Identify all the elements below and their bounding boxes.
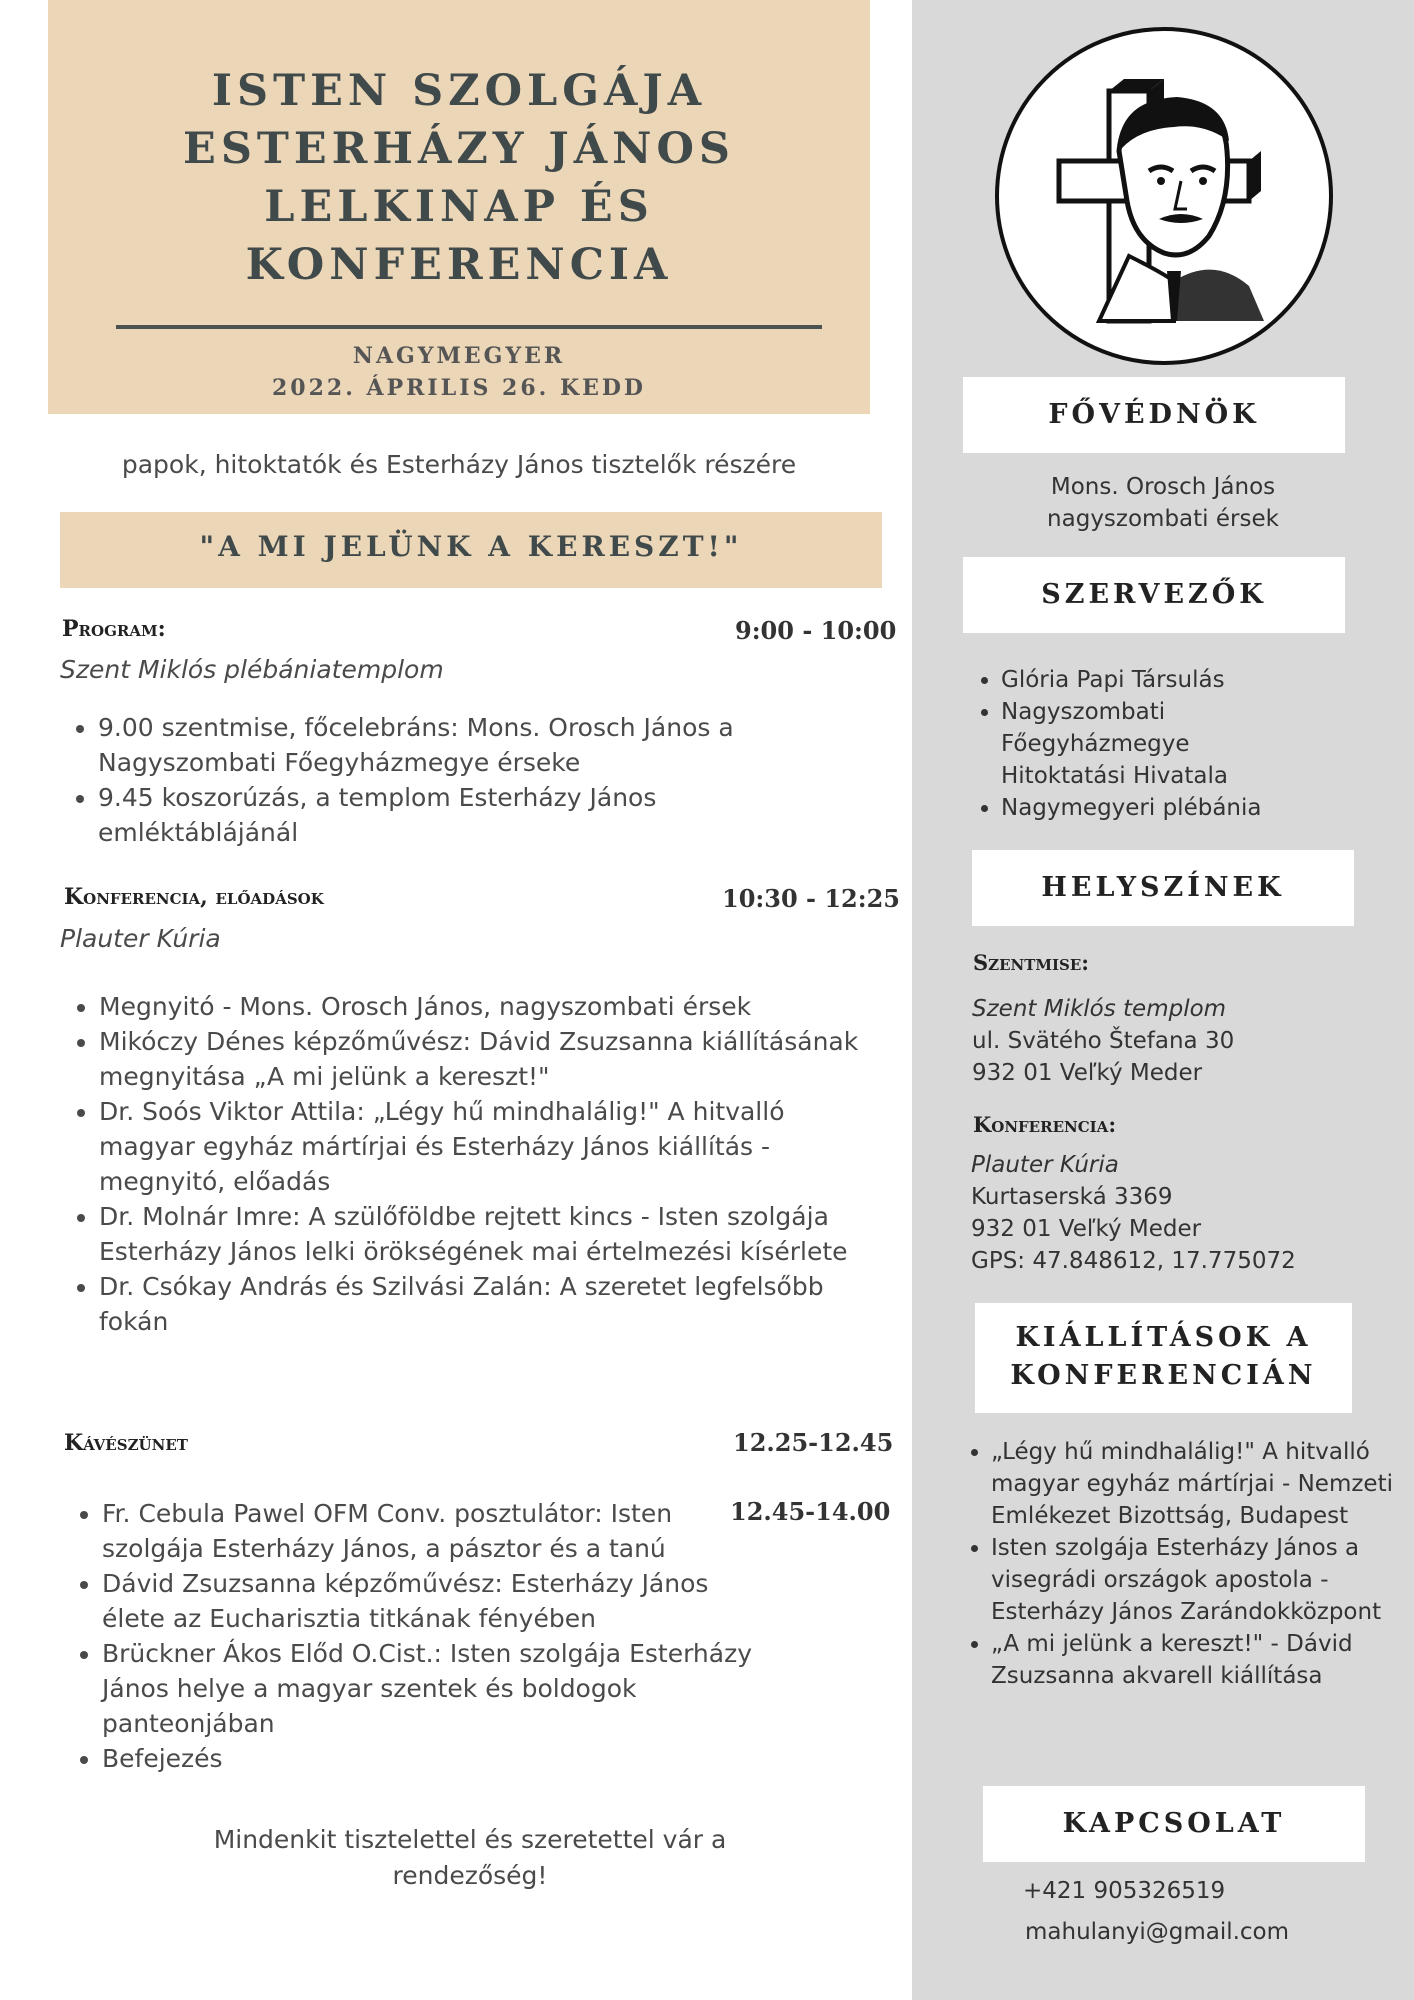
conference-place: Plauter Kúria bbox=[971, 1152, 1119, 1178]
patron-title: nagyszombati érsek bbox=[1047, 506, 1279, 532]
exhibitions-heading-box bbox=[975, 1303, 1352, 1413]
title-divider bbox=[116, 325, 822, 329]
conference-time: 10:30 - 12:25 bbox=[722, 884, 900, 913]
list-item: • Isten szolgája Esterházy János a visegrádi országok apostola - Esterházy János Zarándokközpont bbox=[991, 1532, 1409, 1628]
mass-address-line: ul. Svätého Štefana 30 bbox=[972, 1028, 1235, 1054]
title-line: KONFERENCIA bbox=[245, 240, 673, 290]
list-item: • Mikóczy Dénes képzőművész: Dávid Zsuzsanna kiállításának megnyitása „A mi jelünk a kereszt!" bbox=[99, 1024, 859, 1094]
exhibitions-heading: KONFERENCIÁN bbox=[1010, 1360, 1317, 1391]
contact-phone: +421 905326519 bbox=[1023, 1878, 1226, 1904]
list-item: • Megnyitó - Mons. Orosch János, nagyszombati érsek bbox=[99, 989, 859, 1024]
event-date: 2022. ÁPRILIS 26. KEDD bbox=[271, 375, 647, 401]
conference-location: Plauter Kúria bbox=[60, 924, 221, 953]
motto-text: "A MI JELÜNK A KERESZT!" bbox=[199, 530, 743, 563]
title-line: ISTEN SZOLGÁJA bbox=[211, 66, 707, 116]
break-heading: Kávészünet bbox=[64, 1430, 188, 1456]
portrait-logo bbox=[995, 27, 1333, 365]
mass-address-line: 932 01 Veľký Meder bbox=[972, 1060, 1203, 1086]
mass-label: Szentmise: bbox=[973, 950, 1090, 975]
conference-venue bbox=[971, 1149, 1391, 1277]
conference-address-line: Kurtaserská 3369 bbox=[971, 1184, 1173, 1210]
organizers-list bbox=[965, 664, 1301, 824]
break-time: 12.25-12.45 bbox=[733, 1428, 894, 1457]
conference-gps: GPS: 47.848612, 17.775072 bbox=[971, 1248, 1296, 1274]
list-item: • Brückner Ákos Előd O.Cist.: Isten szolgája Esterházy János helye a magyar szentek és boldogok panteonjában bbox=[102, 1636, 762, 1741]
cross-portrait-icon bbox=[999, 31, 1329, 361]
afternoon-list bbox=[62, 1496, 762, 1776]
patron-heading-box bbox=[963, 377, 1345, 453]
list-item: • Befejezés bbox=[102, 1741, 762, 1776]
list-item: • Nagyszombati Főegyházmegye Hitoktatási Hivatala bbox=[1001, 696, 1301, 792]
list-item: • Dr. Csókay András és Szilvási Zalán: A szeretet legfelsőbb fokán bbox=[99, 1269, 859, 1339]
conference-label: Konferencia: bbox=[973, 1112, 1117, 1137]
organizers-heading-box bbox=[963, 557, 1345, 633]
afternoon-time: 12.45-14.00 bbox=[730, 1497, 891, 1526]
conference-heading: Konferencia, előadások bbox=[64, 884, 324, 910]
title-line: LELKINAP ÉS bbox=[264, 182, 654, 232]
program-location: Szent Miklós plébániatemplom bbox=[60, 655, 444, 684]
conference-list bbox=[59, 989, 859, 1339]
contact-email: mahulanyi@gmail.com bbox=[1025, 1919, 1290, 1945]
event-subtitle bbox=[48, 340, 870, 404]
conference-address-line: 932 01 Veľký Meder bbox=[971, 1216, 1202, 1242]
list-item: • Dávid Zsuzsanna képzőművész: Esterházy János élete az Eucharisztia titkának fényében bbox=[102, 1566, 762, 1636]
exhibitions-list bbox=[955, 1436, 1409, 1692]
list-item: • 9.45 koszorúzás, a templom Esterházy János emléktáblájánál bbox=[98, 780, 818, 850]
program-heading: Program: bbox=[62, 616, 166, 642]
event-title bbox=[48, 62, 870, 294]
motto-banner bbox=[60, 512, 882, 588]
exhibitions-heading: KIÁLLÍTÁSOK A bbox=[1015, 1322, 1312, 1353]
contact-heading: KAPCSOLAT bbox=[1062, 1808, 1286, 1839]
list-item: • Nagymegyeri plébánia bbox=[1001, 792, 1301, 824]
closing-text: Mindenkit tisztelettel és szeretettel vár a rendezőség! bbox=[213, 1825, 727, 1890]
audience-text: papok, hitoktatók és Esterházy János tisztelők részére bbox=[121, 450, 797, 479]
contact-heading-box bbox=[983, 1786, 1365, 1862]
venues-heading-box bbox=[972, 850, 1354, 926]
list-item: • „A mi jelünk a kereszt!" - Dávid Zsuzsanna akvarell kiállítása bbox=[991, 1628, 1409, 1692]
header-banner bbox=[48, 0, 870, 414]
program-time: 9:00 - 10:00 bbox=[735, 616, 897, 645]
patron-name: Mons. Orosch János bbox=[1050, 474, 1276, 500]
list-item: • Glória Papi Társulás bbox=[1001, 664, 1301, 696]
venues-heading: HELYSZÍNEK bbox=[1041, 872, 1285, 903]
program-list bbox=[58, 710, 818, 850]
title-line: ESTERHÁZY JÁNOS bbox=[183, 124, 735, 174]
list-item: • 9.00 szentmise, főcelebráns: Mons. Orosch János a Nagyszombati Főegyházmegye érseke bbox=[98, 710, 818, 780]
list-item: • Dr. Molnár Imre: A szülőföldbe rejtett kincs - Isten szolgája Esterházy János lelki örökségének mai értelmezési kísérlete bbox=[99, 1199, 859, 1269]
mass-venue bbox=[972, 993, 1392, 1089]
list-item: • „Légy hű mindhalálig!" A hitvalló magyar egyház mártírjai - Nemzeti Emlékezet Bizottság, Budapest bbox=[991, 1436, 1409, 1532]
event-place: NAGYMEGYER bbox=[352, 343, 566, 369]
organizers-heading: SZERVEZŐK bbox=[1041, 579, 1267, 610]
patron-heading: FŐVÉDNÖK bbox=[1048, 399, 1260, 430]
list-item: • Dr. Soós Viktor Attila: „Légy hű mindhalálig!" A hitvalló magyar egyház mártírjai és Esterházy János kiállítás - megnyitó, előadás bbox=[99, 1094, 859, 1199]
patron-text bbox=[963, 471, 1363, 535]
mass-place: Szent Miklós templom bbox=[972, 996, 1227, 1022]
list-item: • Fr. Cebula Pawel OFM Conv. posztulátor: Isten szolgája Esterházy János, a pásztor és a tanú bbox=[102, 1496, 762, 1566]
